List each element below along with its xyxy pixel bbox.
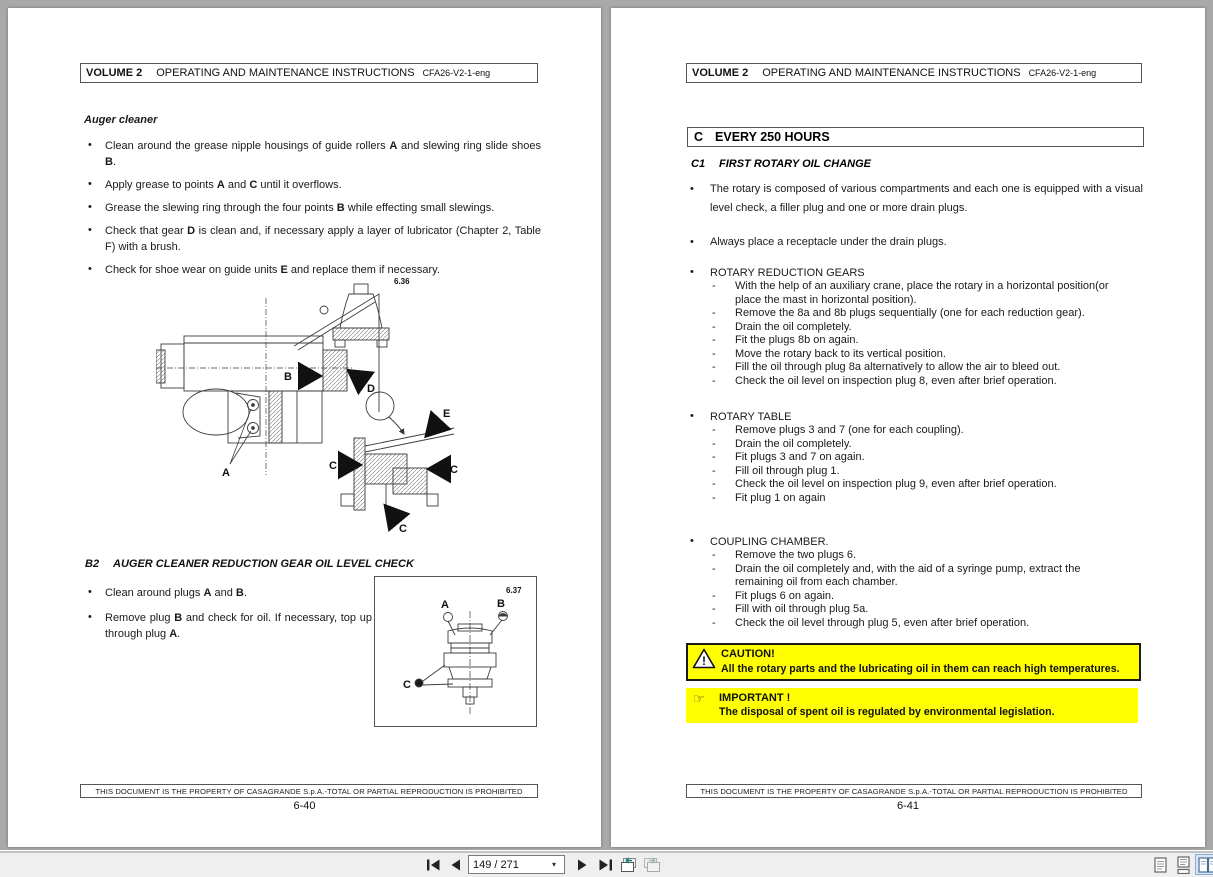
- header-title: OPERATING AND MAINTENANCE INSTRUCTIONS: [762, 67, 1021, 79]
- bullet-icon: •: [690, 266, 694, 278]
- page-number: 6-40: [293, 800, 316, 812]
- bullet-icon: •: [88, 224, 92, 236]
- warning-triangle-icon: [692, 648, 716, 672]
- group-title: ROTARY TABLE: [710, 411, 792, 423]
- bullet-icon: •: [88, 201, 92, 213]
- b2-id: B2: [85, 558, 100, 570]
- list-item: [80, 177, 541, 193]
- sub-item: - Fit plugs 6 on again.: [712, 589, 835, 602]
- figure-label: B: [497, 598, 505, 610]
- page-right: [611, 8, 1205, 847]
- section-heading: Auger cleaner: [84, 114, 158, 126]
- c1-title: FIRST ROTARY OIL CHANGE: [719, 158, 871, 170]
- next-view-icon: [643, 857, 661, 873]
- sub-item: - Fit plug 1 on again: [712, 491, 826, 504]
- header-title: OPERATING AND MAINTENANCE INSTRUCTIONS: [156, 67, 415, 79]
- facing-pages-view-button[interactable]: [1195, 854, 1213, 875]
- sub-item: - Remove the two plugs 6.: [712, 549, 857, 561]
- sub-item: - Drain the oil completely.: [712, 437, 852, 450]
- section-c-id: C: [694, 130, 704, 144]
- first-page-button[interactable]: [424, 856, 442, 873]
- next-view-button[interactable]: [642, 856, 662, 873]
- svg-text:!: !: [702, 654, 706, 668]
- sub-item: - Fit the plugs 8b on again.: [712, 334, 859, 346]
- single-page-view-button[interactable]: [1149, 854, 1171, 875]
- c1-id: C1: [691, 158, 706, 170]
- figure-label: E: [443, 408, 451, 420]
- list-item-text: Clean around the grease nipple housings of guide rollers A and slewing ring slide shoes B.: [105, 140, 542, 168]
- bottom-toolbar: [0, 850, 1213, 877]
- list-item: [80, 138, 541, 170]
- figure-label: D: [367, 383, 375, 395]
- header-volume: VOLUME 2: [86, 67, 143, 79]
- caution-box: [686, 643, 1141, 681]
- facing-pages-view-icon: [1198, 857, 1213, 873]
- list-item-text: Apply grease to points A and C until it overflows.: [105, 179, 342, 191]
- section-c-heading: [687, 127, 1144, 147]
- figure-label: B: [284, 371, 292, 383]
- bullet-icon: •: [88, 178, 92, 190]
- section-c-title: EVERY 250 HOURS: [715, 130, 830, 144]
- header-code: CFA26-V2-1-eng: [422, 68, 491, 78]
- figure-6-36: [156, 270, 462, 536]
- group-title: ROTARY REDUCTION GEARS: [710, 267, 865, 279]
- list-item-text: The rotary is composed of various compartments and each one is equipped with a visual level check, a filler plug and one or more drain plugs.: [710, 183, 1143, 214]
- figure-number: 6.37: [506, 586, 522, 595]
- last-page-button[interactable]: [596, 856, 614, 873]
- list-item-text: Grease the slewing ring through the four points B while effecting small slewings.: [105, 202, 495, 214]
- footer-notice: THIS DOCUMENT IS THE PROPERTY OF CASAGRANDE S.p.A.-TOTAL OR PARTIAL REPRODUCTION IS PROHIBITED: [686, 784, 1142, 798]
- first-page-icon: [426, 859, 441, 871]
- figure-label: C: [399, 523, 407, 535]
- sub-item: - Check the oil level on inspection plug 8, even after brief operation.: [712, 374, 1057, 387]
- next-page-button[interactable]: [575, 856, 589, 873]
- previous-page-button[interactable]: [448, 856, 462, 873]
- b2-title: AUGER CLEANER REDUCTION GEAR OIL LEVEL CHECK: [113, 558, 414, 570]
- list-item: [80, 223, 541, 255]
- b2-heading: [85, 558, 414, 570]
- sub-item: - Fill the oil through plug 8a alternatively to allow the air to bleed out.: [712, 361, 1061, 373]
- list-item-text: Always place a receptacle under the drain plugs.: [710, 236, 947, 248]
- figure-number: 6.36: [394, 277, 410, 286]
- figure-label: C: [403, 679, 411, 691]
- sub-item: - Drain the oil completely and, with the aid of a syringe pump, extract the remaining oil from each chamber.: [712, 562, 1081, 588]
- group-title: COUPLING CHAMBER.: [710, 536, 829, 548]
- caution-title: CAUTION!: [721, 648, 775, 660]
- continuous-view-icon: [1177, 856, 1190, 874]
- bullet-icon: •: [88, 586, 92, 598]
- bullet-icon: •: [690, 410, 694, 422]
- sub-item: - Check the oil level through plug 5, even after brief operation.: [712, 616, 1030, 629]
- sub-item: - Fill oil through plug 1.: [712, 464, 840, 477]
- list-item: [686, 233, 1143, 252]
- page-left: [8, 8, 601, 847]
- previous-view-button[interactable]: [619, 856, 639, 873]
- previous-view-icon: [620, 857, 638, 873]
- figure-label: C: [450, 464, 458, 476]
- bullet-icon: •: [88, 263, 92, 275]
- pointing-hand-icon: ☞: [693, 691, 705, 706]
- c1-heading: [691, 158, 871, 170]
- important-title: IMPORTANT !: [719, 692, 791, 704]
- bullet-icon: •: [690, 535, 694, 547]
- caution-text: All the rotary parts and the lubricating oil in them can reach high temperatures.: [721, 663, 1120, 675]
- list-item-text: Clean around plugs A and B.: [105, 587, 247, 599]
- c1-section: [686, 180, 1143, 723]
- sub-item: - Remove plugs 3 and 7 (one for each coupling).: [712, 424, 964, 436]
- important-box: [686, 688, 1138, 723]
- sub-item: - With the help of an auxiliary crane, place the rotary in a horizontal position(or place the mast in horizontal position).: [712, 280, 1109, 306]
- next-page-icon: [577, 859, 588, 871]
- list-item-text: Check that gear D is clean and, if necessary apply a layer of lubricator (Chapter 2, Table F) with a brush.: [105, 225, 541, 253]
- list-item-text: Remove plug B and check for oil. If necessary, top up through plug A.: [105, 612, 372, 640]
- group-rotary-table: [686, 410, 1143, 505]
- b2-section: [80, 585, 372, 651]
- group-rotary-reduction-gears: [686, 266, 1143, 388]
- sub-item: - Move the rotary back to its vertical position.: [712, 347, 946, 360]
- list-item: [686, 180, 1143, 218]
- header-code: CFA26-V2-1-eng: [1028, 68, 1097, 78]
- list-item: [80, 200, 541, 216]
- header-volume: VOLUME 2: [692, 67, 749, 79]
- sub-item: - Remove the 8a and 8b plugs sequentially (one for each reduction gear).: [712, 307, 1085, 319]
- sub-item: - Fill with oil through plug 5a.: [712, 603, 869, 615]
- bullet-icon: •: [690, 183, 694, 195]
- sub-item: - Drain the oil completely.: [712, 320, 852, 333]
- list-item: [80, 610, 372, 642]
- sub-item: - Check the oil level on inspection plug 9, even after brief operation.: [712, 478, 1057, 490]
- bullet-icon: •: [690, 236, 694, 248]
- page-number: 6-41: [896, 800, 920, 812]
- page-header: [686, 63, 1142, 83]
- footer-notice: THIS DOCUMENT IS THE PROPERTY OF CASAGRANDE S.p.A.-TOTAL OR PARTIAL REPRODUCTION IS PROHIBITED: [80, 784, 538, 798]
- important-text: The disposal of spent oil is regulated by environmental legislation.: [719, 706, 1055, 718]
- auger-cleaner-section: [80, 114, 541, 278]
- bullet-icon: •: [88, 139, 92, 151]
- sub-item: - Fit plugs 3 and 7 on again.: [712, 451, 865, 463]
- figure-label: C: [329, 460, 337, 472]
- single-page-view-icon: [1154, 857, 1167, 873]
- last-page-icon: [598, 859, 613, 871]
- figure-label: A: [222, 467, 230, 479]
- page-number-input[interactable]: [469, 857, 547, 872]
- previous-page-icon: [450, 859, 461, 871]
- figure-6-37: [374, 576, 537, 727]
- list-item-text: Check for shoe wear on guide units E and replace them if necessary.: [105, 264, 440, 276]
- group-coupling-chamber: [686, 535, 1143, 630]
- continuous-view-button[interactable]: [1172, 854, 1194, 875]
- list-item: [80, 585, 372, 601]
- page-number-field[interactable]: [468, 855, 565, 874]
- page-dropdown-caret-icon[interactable]: ▾: [551, 860, 556, 869]
- page-header: [80, 63, 538, 83]
- bullet-icon: •: [88, 611, 92, 623]
- figure-label: A: [441, 599, 449, 611]
